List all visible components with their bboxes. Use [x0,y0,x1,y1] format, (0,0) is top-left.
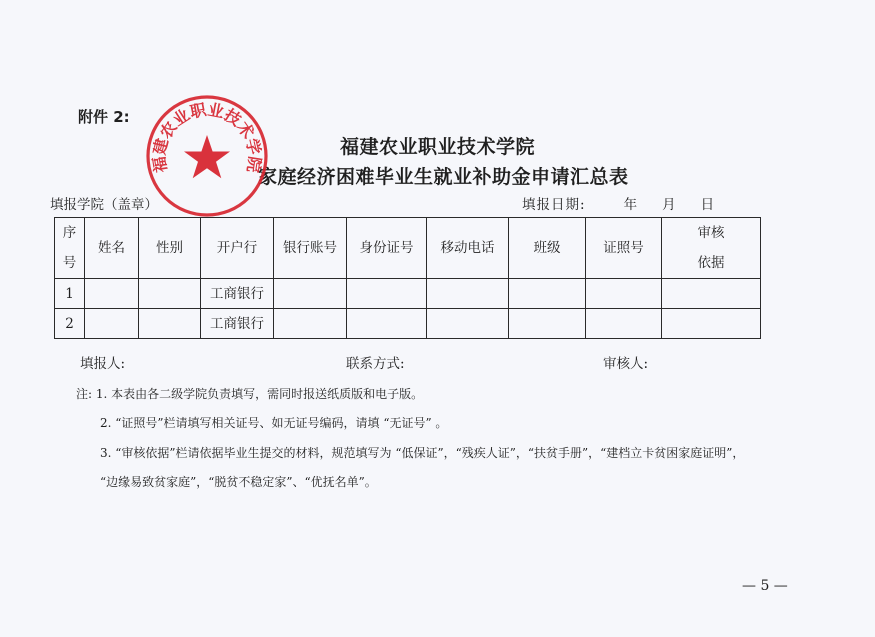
note-line-1: 注: 1. 本表由各二级学院负责填写，需同时报送纸质版和电子版。 [76,387,424,401]
signature-filler: 填报人: [80,356,126,372]
page-number: — 5 — [742,578,788,594]
row-seq: 2 [55,309,85,339]
star-icon [184,135,230,178]
header-basis: 审核 依据 [662,218,761,279]
cell-account [274,309,347,339]
header-seq: 序 号 [55,218,85,279]
header-gender: 性别 [139,218,201,279]
cell-mobile [427,279,509,309]
cell-name [85,309,139,339]
fill-college-label: 填报学院（盖章） [50,197,158,213]
document-title-line1: 福建农业职业技术学院 [340,136,536,158]
cell-class [509,309,586,339]
document-title-line2: 家庭经济困难毕业生就业补助金申请汇总表 [258,166,629,188]
note-line-2: 2. “证照号”栏请填写相关证号、如无证号编码，请填 “无证号” 。 [100,416,448,430]
header-account: 银行账号 [274,218,347,279]
official-seal [144,93,270,219]
cell-class [509,279,586,309]
cell-gender [139,279,201,309]
signature-contact: 联系方式: [346,356,405,372]
header-id-number: 身份证号 [347,218,427,279]
header-bank: 开户行 [201,218,274,279]
cell-certificate [586,279,662,309]
note-line-3: 3. “审核依据”栏请依据毕业生提交的材料，规范填写为 “低保证”，“残疾人证”，“扶贫手册”，“建档立卡贫困家庭证明”， [100,446,745,460]
row-seq: 1 [55,279,85,309]
cell-mobile [427,309,509,339]
fill-date-month: 月 [662,197,677,213]
table-row [55,279,761,309]
cell-bank: 工商银行 [201,309,274,339]
signature-reviewer: 审核人: [603,356,649,372]
header-mobile: 移动电话 [427,218,509,279]
cell-gender [139,309,201,339]
seal-text: 福建农业职业技术学院 [149,99,265,174]
attachment-label: 附件 2: [78,108,130,126]
cell-bank: 工商银行 [201,279,274,309]
fill-date-day: 日 [700,197,716,213]
cell-basis [662,309,761,339]
summary-table [54,217,761,339]
cell-certificate [586,309,662,339]
cell-name [85,279,139,309]
cell-id-number [347,279,427,309]
fill-date-year: 年 [623,197,639,213]
header-class: 班级 [509,218,586,279]
cell-id-number [347,309,427,339]
table-row [55,309,761,339]
cell-account [274,279,347,309]
header-certificate: 证照号 [586,218,662,279]
seal-graphic [144,93,270,219]
header-name: 姓名 [85,218,139,279]
cell-basis [662,279,761,309]
note-line-4: “边缘易致贫家庭”，“脱贫不稳定家”、“优抚名单”。 [100,475,377,489]
fill-date [522,193,715,213]
fill-date-label: 填报日期: [522,197,586,213]
table-header-row [55,218,761,279]
